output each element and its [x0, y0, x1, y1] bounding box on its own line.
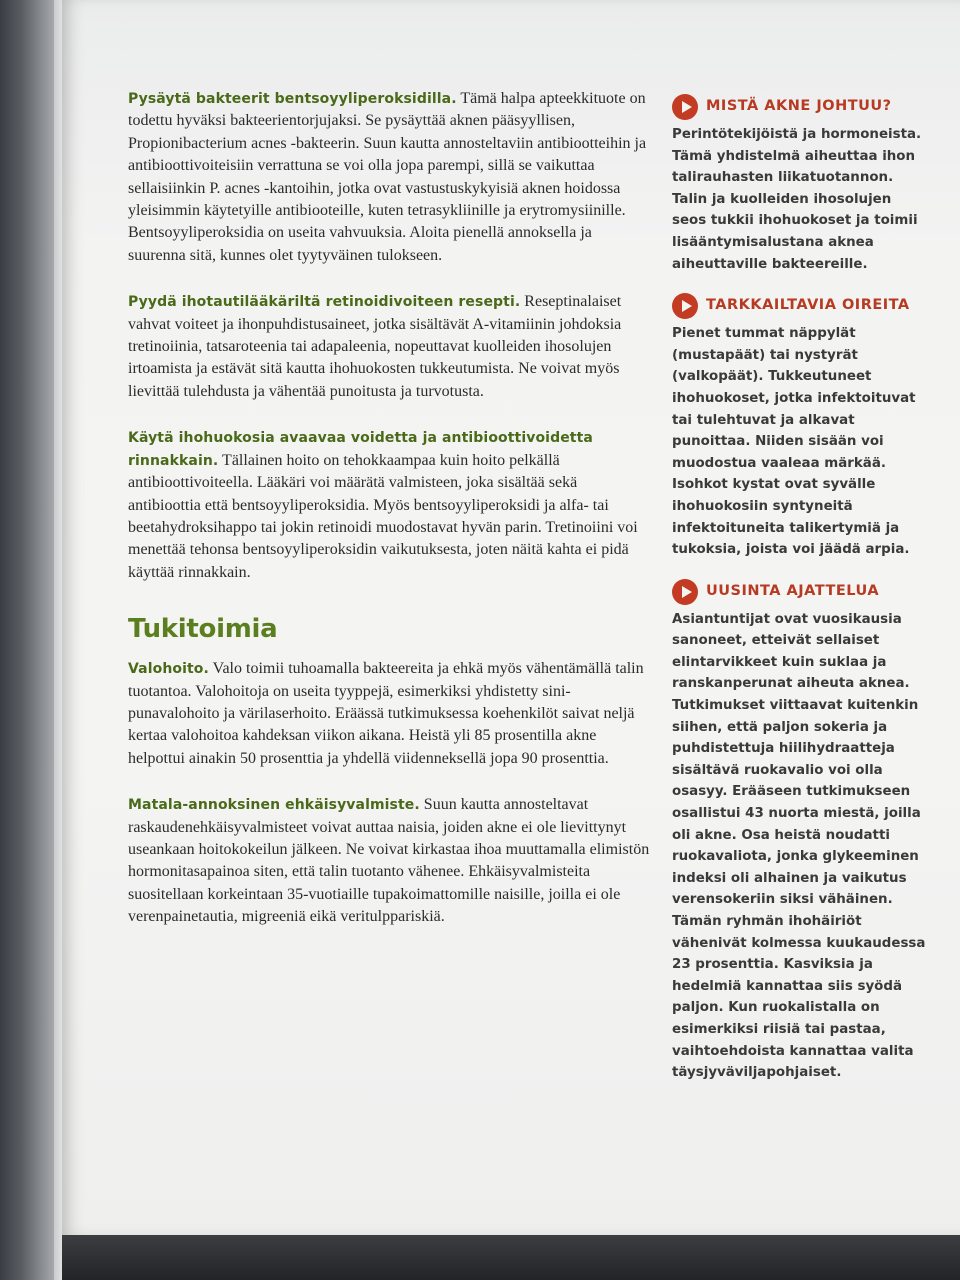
paragraph-combination [128, 427, 650, 584]
box-text: Pienet tummat näppylät (mustapäät) tai nystyrät (valkopäät). Tukkeutuneet ihohuokoset, jotka infektoituvat tai tulehtuvat ja alkavat punoittaa. Niiden sisään voi muodostua vaaleaa märkää. Isohkot kystat ovat syvälle ihohuokosiin syntyneitä infektoituneita talikertymiä ja tukoksia, joista voi jäädä arpia. [672, 326, 916, 558]
paragraph-text: Suun kautta annosteltavat raskaudenehkäisyvalmisteet voivat auttaa naisia, joiden akne ei ole lievittynyt useankaan hoitokokeilun jälkeen. Ne voivat kirkastaa ihoa muuttamalla elimistön hormonitasapainoa siten, että talin tuotanto vähenee. Ehkäisyvalmisteita suositellaan korkeintaan 35-vuotiaille tupakoimattomille naisille, joilla ei ole verenpainetautia, migreeniä eikä veritulppariskiä. [128, 796, 650, 926]
play-circle-icon [672, 94, 698, 120]
paragraph-lead: Matala-annoksinen ehkäisyvalmiste. [128, 797, 420, 814]
box-text: Asiantuntijat ovat vuosikausia sanoneet, etteivät sellaiset elintarvikkeet kuin suklaa ja ranskanperunat aiheuta aknea. Tutkimukset viittaavat kuitenkin siihen, että paljon sokeria ja puhdistettuja hiilihydraatteja sisältävä ruokavalio voi olla osasyy. Erääseen tutkimukseen osallistui 43 nuorta miestä, joilla oli akne. Osa heistä noudatti ruokavaliota, jonka glykeeminen indeksi oli alhainen ja vaikutus verensokeriin siksi vähäinen. Tämän ryhmän ihohäiriöt vähenivät kolmessa kuukaudessa 23 prosenttia. Kasviksia ja hedelmiä kannattaa siis syödä paljon. Kun ruokalistalla on esimerkiksi riisiä tai pastaa, vaihtoehdoista kannattaa valita täysjyväviljapohjaiset. [672, 611, 926, 1081]
paragraph-lead: Pyydä ihotautilääkäriltä retinoidivoiteen resepti. [128, 294, 521, 311]
paragraph-light-therapy [128, 658, 650, 770]
book-spine [0, 0, 62, 1280]
box-title: MISTÄ AKNE JOHTUU? [706, 98, 892, 115]
paragraph-text: Valo toimii tuhoamalla bakteereita ja ehkä myös vähentämällä talin tuotantoa. Valohoitoja on useita tyyppejä, esimerkiksi yhdistetty sini-punavalohoito ja värilaserhoito. Eräässä tutkimuksessa koehenkilöt saivat neljä kertaa valohoitoa kahdeksan viikon aikana. Heistä yli 85 prosentilla akne helpottui ainakin 50 prosenttia ja yhdellä viidenneksellä jopa 90 prosenttia. [128, 660, 644, 767]
box-title: TARKKAILTAVIA OIREITA [706, 297, 910, 314]
paragraph-text: Tämä halpa apteekkituote on todettu hyväksi bakteerientorjujaksi. Se pysäyttää aknen pääsyyllisen, Propionibacterium acnes -bakteerin. Suun kautta annosteltaviin antibiootteihin ja antibioottivoiteisiin verrattuna se voi olla jopa parempi, sillä se vaikuttaa sellaisiinkin P. acnes -kantoihin, jotka ovat vastustuskykyisiä aknen hoidossa yleisimmin käytetyille antibiooteille, kuten tetrasykliinille ja erytromysiinille. Bentsoyyliperoksidia on useita vahvuuksia. Aloita pienellä annoksella ja suurenna sitä, kunnes olet tyytyväinen tulokseen. [128, 90, 647, 264]
paragraph-lead: Pysäytä bakteerit bentsoyyliperoksidilla. [128, 91, 457, 107]
section-title: Tukitoimia [128, 614, 278, 645]
paragraph-text: Tällainen hoito on tehokkaampaa kuin hoito pelkällä antibioottivoiteella. Lääkäri voi määrätä valmisteen, joka sisältää sekä antibioottia että bentsoyyliperoksidia. Myös bentsoyyliperoksidi ja alfa- tai beetahydroksihappo tai jokin retinoidi muodostavat hyvän parin. Tretinoiini voi menettää tehonsa bentsoyyliperoksidin vaikutuksesta, joten näitä kahta ei pidä käyttää rinnakkain. [128, 451, 638, 581]
sidebar-column [672, 94, 927, 1102]
paragraph-text: Reseptinalaiset vahvat voiteet ja ihonpuhdistusaineet, jotka sisältävät A-vitamiinin johdoksia tretinoiinia, tatsaroteenia tai adapaleenia, nopeuttavat kuolleiden ihosolujen irtoamista ja estävät sitä kautta ihohuokosten tukkeutumista. Ne voivat myös lievittää tulehdusta ja vähentää punoitusta ja turvotusta. [128, 293, 622, 400]
paragraph-retinoid [128, 291, 650, 403]
paragraph-lead: Valohoito. [128, 661, 209, 678]
background-surface [62, 1235, 960, 1280]
sidebar-box-new-thinking [672, 579, 927, 1084]
box-header [672, 293, 927, 319]
play-circle-icon [672, 293, 698, 319]
box-header [672, 94, 927, 120]
main-column [128, 88, 650, 953]
paragraph-lead: Käytä ihohuokosia avaavaa voidetta ja antibioottivoidetta rinnakkain. [128, 430, 593, 469]
sidebar-box-symptoms [672, 293, 927, 561]
box-header [672, 579, 927, 605]
play-circle-icon [672, 579, 698, 605]
paragraph-contraceptive [128, 794, 650, 928]
box-title: UUSINTA AJATTELUA [706, 582, 880, 599]
box-text: Perintötekijöistä ja hormoneista. Tämä yhdistelmä aiheuttaa ihon talirauhasten liikatuotannon. Talin ja kuolleiden ihosolujen seos tukkii ihohuokoset ja toimii lisääntymisalustana aknea aiheuttaville bakteereille. [672, 127, 922, 272]
paragraph-benzoyl [128, 88, 650, 267]
sidebar-box-causes [672, 94, 927, 275]
